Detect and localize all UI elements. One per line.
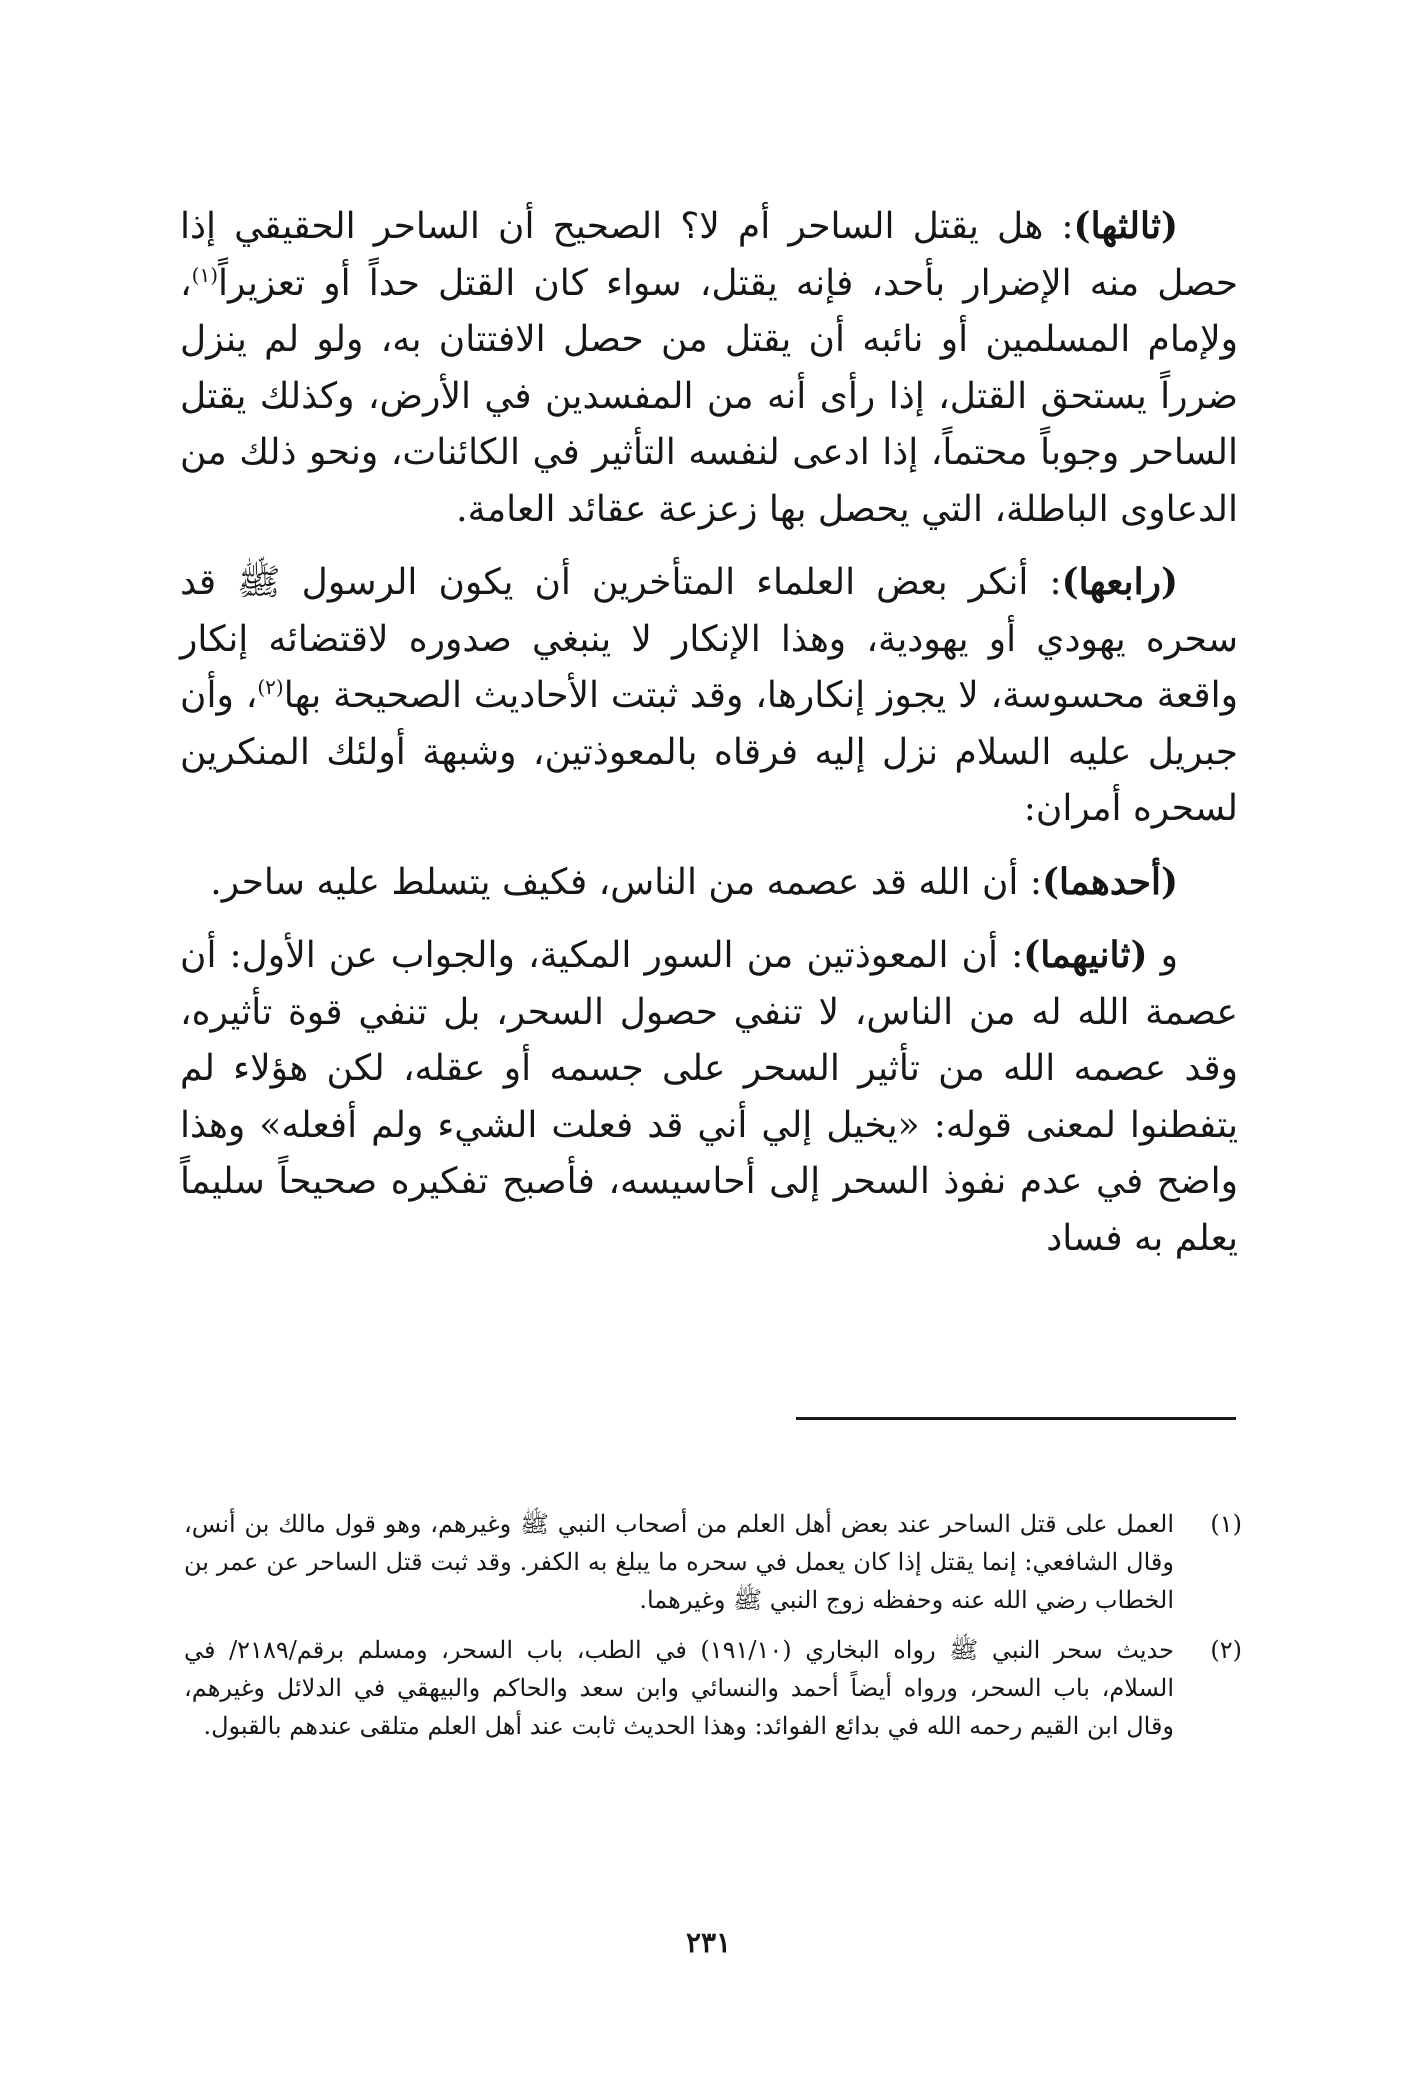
footnote-2 (184, 1631, 1242, 1745)
paragraph-text: : هل يقتل الساحر أم لا؟ الصحيح أن الساحر الحقيقي إذا حصل منه الإضرار بأحد، فإنه يقتل، سواء كان القتل حداً أو تعزيراً (180, 206, 1238, 304)
main-text (180, 198, 1238, 1283)
paragraph-lead: (أحدهما) (1042, 860, 1178, 903)
footnote-divider (796, 1417, 1236, 1420)
footnote-ref[interactable]: (٢) (257, 675, 284, 699)
paragraph-first-doubt (180, 854, 1238, 912)
footnote-text: حديث سحر النبي ﷺ رواه البخاري (١٩١/١٠) في الطب، باب السحر، ومسلم برقم/٢١٨٩/ في السلام، باب السحر، ورواه أيضاً أحمد والنسائي وابن سعد والحاكم والبيهقي في الدلائل وغيرهم، وقال ابن القيم رحمه الله في بدائع الفوائد: وهذا الحديث ثابت عند أهل العلم متلقى عندهم بالقبول. (184, 1636, 1174, 1740)
footnote-1 (184, 1505, 1242, 1619)
paragraph-fourth (180, 554, 1238, 838)
paragraph-text: : أن الله قد عصمه من الناس، فكيف يتسلط عليه ساحر. (210, 861, 1043, 903)
footnote-number: (٢) (1210, 1636, 1242, 1664)
footnote-number: (١) (1210, 1510, 1242, 1538)
paragraph-lead: (ثانيهما) (1023, 934, 1148, 976)
paragraph-text: : أنكر بعض العلماء المتأخرين أن يكون الرسول ﷺ قد سحره يهودي أو يهودية، وهذا الإنكار لا ينبغي صدوره لاقتضائه إنكار واقعة محسوسة، لا يجوز إنكارها، وقد ثبتت الأحاديث الصحيحة بها (180, 562, 1238, 716)
footnote-ref[interactable]: (١) (191, 262, 218, 287)
page-number: ٢٣١ (685, 1926, 732, 1959)
paragraph-text-continued: ، وأن جبريل عليه السلام نزل إليه فرقاه بالمعوذتين، وشبهة أولئك المنكرين لسحره أمران: (180, 675, 1238, 829)
footnotes (184, 1505, 1242, 1757)
paragraph-second-doubt (180, 927, 1238, 1267)
paragraph-lead: (رابعها) (1061, 561, 1178, 603)
footnote-text: العمل على قتل الساحر عند بعض أهل العلم من أصحاب النبي ﷺ وغيرهم، وهو قول مالك بن أنس، وقال الشافعي: إنما يقتل إذا كان يعمل في سحره ما يبلغ به الكفر. وقد ثبت قتل الساحر عن عمر بن الخطاب رضي الله عنه وحفظه زوج النبي ﷺ وغيرهما. (184, 1510, 1174, 1614)
paragraph-text-continued: ، ولإمام المسلمين أو نائبه أن يقتل من حصل الافتتان به، ولو لم ينزل ضرراً يستحق القتل، إذا رأى أنه من المفسدين في الأرض، وكذلك يقتل الساحر وجوباً محتماً، إذا ادعى لنفسه التأثير في الكائنات، ونحو ذلك من الدعاوى الباطلة، التي يحصل بها زعزعة عقائد العامة. (180, 262, 1238, 530)
paragraph-text: : أن المعوذتين من السور المكية، والجواب عن الأول: أن عصمة الله له من الناس، لا تنفي حصول السحر، بل تنفي قوة تأثيره، وقد عصمه الله من تأثير السحر على جسمه أو عقله، لكن هؤلاء لم يتفطنوا لمعنى قوله: «يخيل إلي أني قد فعلت الشيء ولم أفعله» وهذا واضح في عدم نفوذ السحر إلى أحاسيسه، فأصبح تفكيره صحيحاً سليماً يعلم به فساد (180, 935, 1239, 1259)
paragraph-prefix: و (1147, 935, 1178, 976)
paragraph-lead: (ثالثها) (1073, 205, 1178, 247)
paragraph-third (180, 198, 1238, 538)
